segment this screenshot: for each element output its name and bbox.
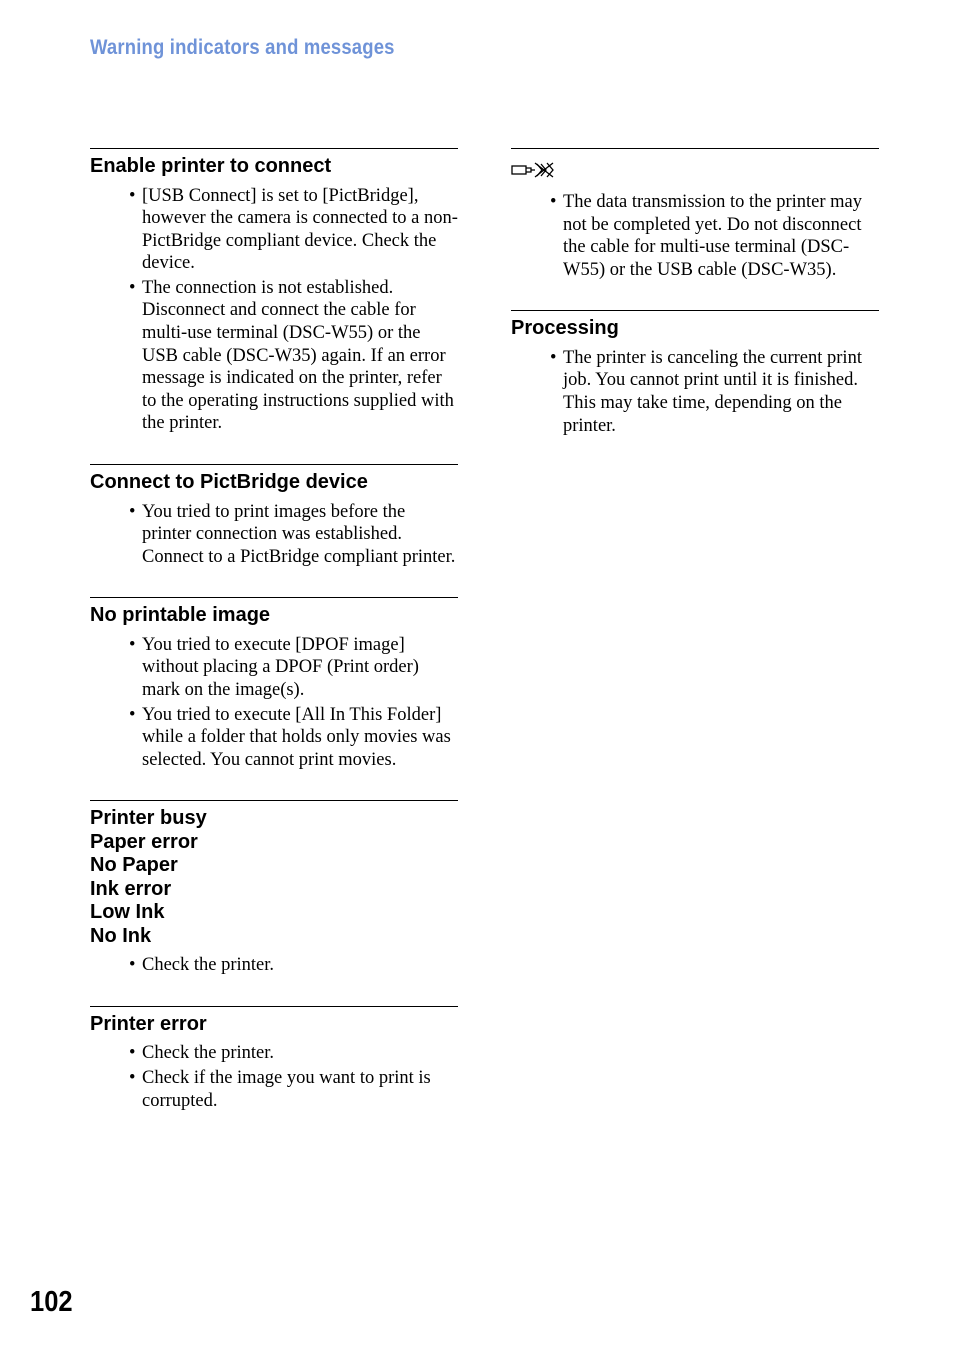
page-number: 102 (30, 1286, 73, 1318)
heading-line: No Ink (90, 924, 152, 947)
icon-row (511, 155, 879, 185)
list-item: • The data transmission to the printer may not be completed yet. Do not disconnect the cable for multi-use terminal (DSC-W55) or the USB cable (DSC-W35). (550, 191, 879, 281)
section-heading (90, 471, 458, 495)
bullet-list (511, 191, 879, 281)
section-printer-status (90, 800, 458, 977)
list-item: • [USB Connect] is set to [PictBridge], however the camera is connected to a non-PictBridge compliant device. Check the device. (129, 185, 458, 275)
heading-line: Enable printer to connect (90, 155, 332, 177)
heading-line: No printable image (90, 604, 271, 627)
bullet-list (90, 634, 458, 772)
list-item: • You tried to execute [DPOF image] without placing a DPOF (Print order) mark on the image(s). (129, 634, 458, 702)
heading-line: Printer busy (90, 807, 207, 830)
list-item: • You tried to execute [All In This Folder] while a folder that holds only movies was selected. You cannot print movies. (129, 704, 458, 772)
heading-line: Low Ink (90, 901, 165, 924)
heading-line: Ink error (90, 877, 172, 900)
bullet-list (90, 954, 458, 977)
section-connect-pictbridge (90, 464, 458, 568)
heading-line: Paper error (90, 830, 198, 853)
bullet-list (90, 185, 458, 436)
heading-line: Printer error (90, 1012, 207, 1035)
bullet-list (511, 347, 879, 437)
heading-line: No Paper (90, 854, 178, 877)
bullet-list (90, 501, 458, 569)
section-heading (90, 604, 458, 628)
section-heading (90, 155, 458, 179)
right-column (511, 148, 879, 466)
list-item: • The connection is not established. Disconnect and connect the cable for multi-use terminal (DSC-W55) or the USB cable (DSC-W35) again. If an error message is indicated on the printer, refer to the operating instructions supplied with the printer. (129, 277, 458, 435)
list-item: • Check the printer. (129, 1042, 458, 1065)
section-no-printable-image (90, 597, 458, 771)
list-item: • The printer is canceling the current print job. You cannot print until it is finished. This may take time, depending on the printer. (550, 347, 879, 437)
list-item: • Check the printer. (129, 954, 458, 977)
section-data-transmission (511, 148, 879, 281)
heading-line: Connect to PictBridge device (90, 471, 368, 494)
section-processing (511, 310, 879, 437)
list-item: • You tried to print images before the printer connection was established. Connect to a PictBridge compliant printer. (129, 501, 458, 569)
section-heading (90, 807, 458, 948)
running-title: Warning indicators and messages (90, 36, 395, 59)
section-printer-error (90, 1006, 458, 1112)
list-item: • Check if the image you want to print is corrupted. (129, 1067, 458, 1112)
bullet-list (90, 1042, 458, 1112)
section-heading (90, 1013, 458, 1037)
section-heading (511, 317, 879, 341)
pictbridge-transfer-icon (511, 159, 555, 181)
left-column (90, 148, 458, 1141)
heading-line: Processing (511, 317, 619, 340)
section-enable-printer (90, 148, 458, 435)
